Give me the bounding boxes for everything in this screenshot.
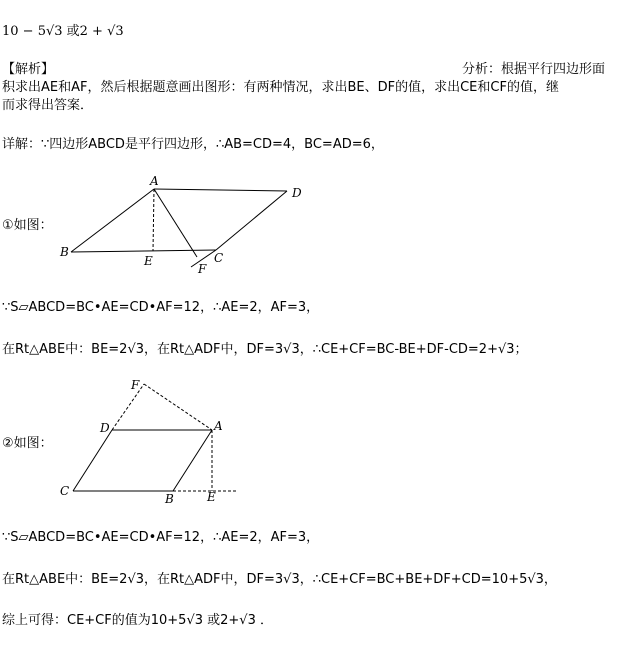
point-c: C	[60, 484, 70, 498]
point-e: E	[207, 490, 216, 504]
edge-ba	[173, 430, 212, 491]
answer-line: 10 − 5√3 或2 + √3	[2, 24, 124, 39]
conclusion-line: 综上可得：CE+CF的值为10+5√3 或2+√3 ．	[2, 613, 273, 628]
edge-cd	[73, 430, 112, 491]
solution-tag: 【解析】	[2, 62, 55, 77]
case2-label: ②如图：	[2, 436, 53, 451]
analysis-label: 分析：根据平行四边形面	[462, 62, 606, 77]
analysis-text-end: 而求得出答案．	[2, 98, 94, 113]
point-d: D	[292, 186, 302, 200]
analysis-text: 积求出AE和AF，然后根据题意画出图形：有两种情况，求出BE、DF的值，求出CE和CF的值，继	[2, 80, 559, 95]
point-d: D	[100, 421, 110, 435]
case1-area-line: ∵S▱ABCD=BC•AE=CD•AF=12，∴AE=2，AF=3，	[2, 300, 320, 315]
detail-line: 详解：∵四边形ABCD是平行四边形，∴AB=CD=4，BC=AD=6，	[2, 137, 384, 152]
point-f: F	[131, 378, 140, 392]
segment-af	[144, 384, 212, 430]
point-e: E	[144, 254, 153, 268]
point-b: B	[60, 245, 69, 259]
point-b: B	[165, 492, 174, 506]
point-c: C	[214, 251, 224, 265]
case1-label: ①如图：	[2, 218, 53, 233]
case2-rt-line: 在Rt△ABE中：BE=2√3，在Rt△ADF中，DF=3√3，∴CE+CF=BC+BE+DF+CD=10+5√3，	[2, 572, 557, 587]
point-a: A	[214, 419, 223, 433]
point-f: F	[198, 262, 207, 276]
case1-rt-line: 在Rt△ABE中：BE=2√3，在Rt△ADF中，DF=3√3，∴CE+CF=BC-BE+DF-CD=2+√3；	[2, 342, 528, 357]
point-a: A	[150, 174, 159, 188]
case2-area-line: ∵S▱ABCD=BC•AE=CD•AF=12，∴AE=2，AF=3，	[2, 530, 320, 545]
